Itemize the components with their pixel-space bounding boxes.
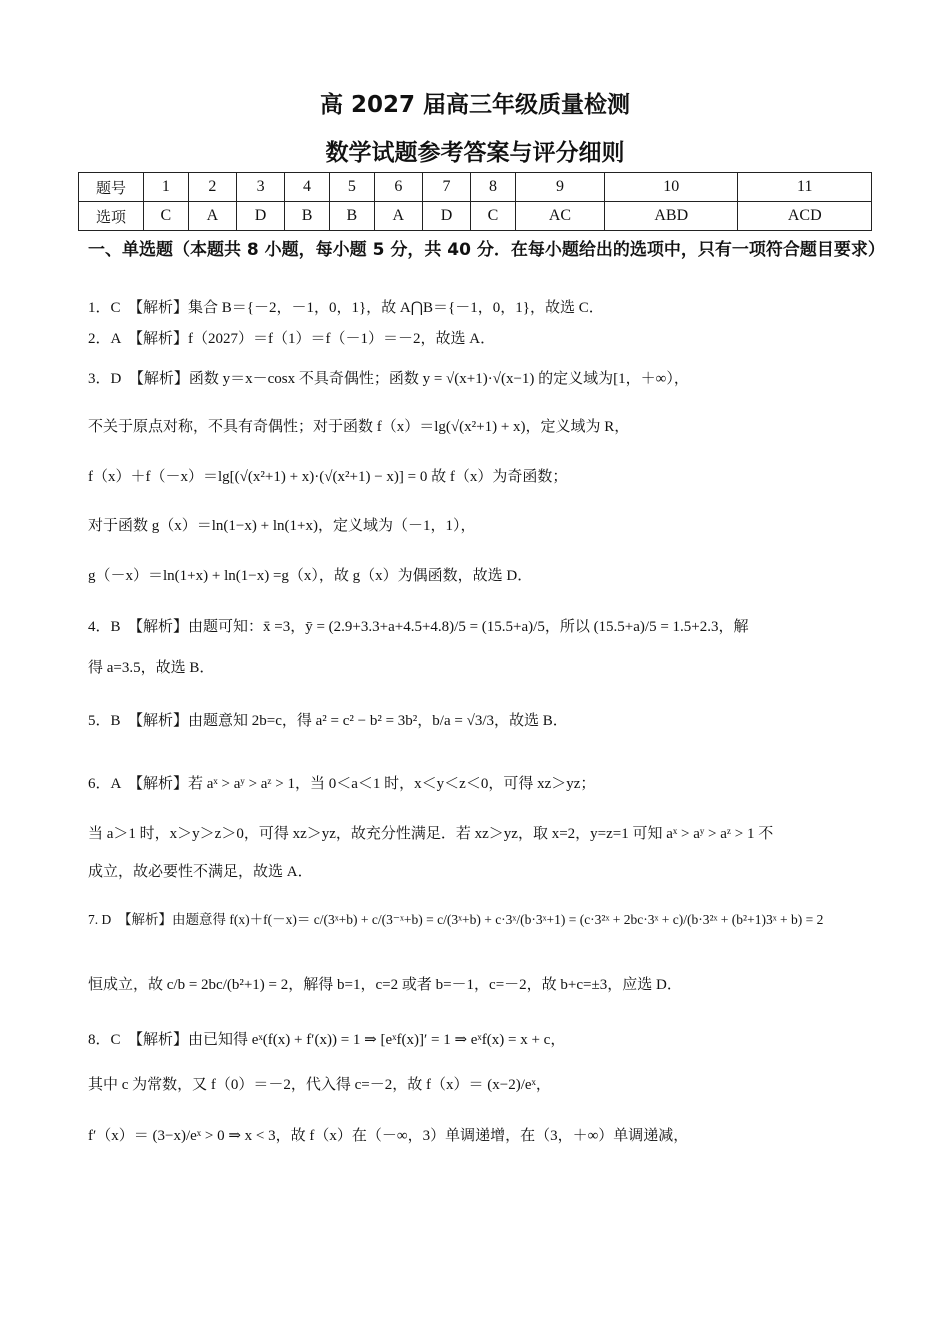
answer-table — [78, 172, 872, 231]
table-cell: 5 — [329, 173, 374, 202]
table-cell: ACD — [738, 202, 872, 231]
row-label-number: 题号 — [79, 173, 144, 202]
table-cell: A — [374, 202, 422, 231]
solution-q5: 5．B 【解析】由题意知 2b=c，得 a² = c² − b² = 3b²，b/a = √3/3，故选 B． — [88, 713, 568, 729]
table-cell: B — [329, 202, 374, 231]
solution-q4-line1: 4．B 【解析】由题可知：x̄ =3，ȳ = (2.9+3.3+a+4.5+4.8)/5 = (15.5+a)/5，所以 (15.5+a)/5 = 1.5+2.3，解 — [88, 619, 749, 635]
table-cell: D — [236, 202, 284, 231]
table-cell: 9 — [515, 173, 604, 202]
solution-q8-line1: 8．C 【解析】由已知得 eˣ(f(x) + f′(x)) = 1 ⇒ [eˣf(x)]′ = 1 ⇒ eˣf(x) = x + c， — [88, 1032, 566, 1048]
table-cell: 3 — [236, 173, 284, 202]
section-heading: 一、单选题（本题共 8 小题，每小题 5 分，共 40 分．在每小题给出的选项中，只有一项符合题目要求） — [88, 240, 885, 260]
answer-table-number-row — [79, 173, 872, 202]
table-cell: D — [422, 202, 470, 231]
document-subtitle: 数学试题参考答案与评分细则 — [325, 140, 625, 166]
table-cell: 6 — [374, 173, 422, 202]
solution-q1: 1．C 【解析】集合 B＝{－2，－1，0，1}，故 A⋂B＝{－1，0，1}，故选 C． — [88, 300, 604, 316]
solution-q2: 2．A 【解析】f（2027）＝f（1）＝f（－1）＝－2，故选 A． — [88, 331, 496, 347]
solution-q3-line5: g（－x）＝ln(1+x) + ln(1−x) =g（x），故 g（x）为偶函数，故选 D． — [88, 568, 533, 584]
document-title: 高 2027 届高三年级质量检测 — [319, 92, 631, 118]
solution-q3-line4: 对于函数 g（x）＝ln(1−x) + ln(1+x)，定义域为（－1，1）， — [88, 518, 476, 534]
row-label-option: 选项 — [79, 202, 144, 231]
solution-q8-line3: f′（x）＝ (3−x)/eˣ > 0 ⇒ x < 3，故 f（x）在（－∞，3）单调递增，在（3，＋∞）单调递减， — [88, 1128, 689, 1144]
solution-q7-line2: 恒成立，故 c/b = 2bc/(b²+1) = 2，解得 b=1，c=2 或者 b=－1，c=－2，故 b+c=±3，应选 D． — [88, 977, 682, 993]
table-cell: 7 — [422, 173, 470, 202]
table-cell: ABD — [605, 202, 738, 231]
table-cell: 8 — [471, 173, 516, 202]
table-cell: B — [285, 202, 330, 231]
table-cell: A — [188, 202, 236, 231]
solution-q6-line2: 当 a＞1 时，x＞y＞z＞0，可得 xz＞yz，故充分性满足．若 xz＞yz，取 x=2，y=z=1 可知 aˣ > aʸ > aᶻ > 1 不 — [88, 826, 774, 842]
table-cell: 10 — [605, 173, 738, 202]
answer-table-option-row — [79, 202, 872, 231]
solution-q7-line1: 7. D 【解析】由题意得 f(x)＋f(－x)＝ c/(3ˣ+b) + c/(3⁻ˣ+b) = c/(3ˣ+b) + c·3ˣ/(b·3ˣ+1) = (c·3²ˣ + 2bc·3ˣ + c)/(b·3²ˣ + (b²+1)3ˣ + b) = 2 — [88, 912, 824, 927]
solution-q3-line1: 3．D 【解析】函数 y＝x－cosx 不具奇偶性；函数 y = √(x+1)·√(x−1) 的定义域为[1，＋∞）， — [88, 371, 689, 387]
table-cell: C — [471, 202, 516, 231]
solution-q6-line1: 6．A 【解析】若 aˣ > aʸ > aᶻ > 1，当 0＜a＜1 时，x＜y＜z＜0，可得 xz＞yz； — [88, 776, 596, 792]
table-cell: 2 — [188, 173, 236, 202]
table-cell: 4 — [285, 173, 330, 202]
solution-q4-line2: 得 a=3.5，故选 B． — [88, 660, 215, 676]
solution-q8-line2: 其中 c 为常数，又 f（0）＝－2，代入得 c=－2，故 f（x）＝ (x−2)/eˣ， — [88, 1077, 551, 1093]
solution-q3-line2: 不关于原点对称，不具有奇偶性；对于函数 f（x）＝lg(√(x²+1) + x)，定义域为 R， — [88, 419, 630, 435]
table-cell: 11 — [738, 173, 872, 202]
solution-q6-line3: 成立，故必要性不满足，故选 A． — [88, 864, 313, 880]
table-cell: AC — [515, 202, 604, 231]
table-cell: 1 — [144, 173, 189, 202]
solution-q3-line3: f（x）＋f（－x）＝lg[(√(x²+1) + x)·(√(x²+1) − x)] = 0 故 f（x）为奇函数； — [88, 469, 568, 485]
table-cell: C — [144, 202, 189, 231]
